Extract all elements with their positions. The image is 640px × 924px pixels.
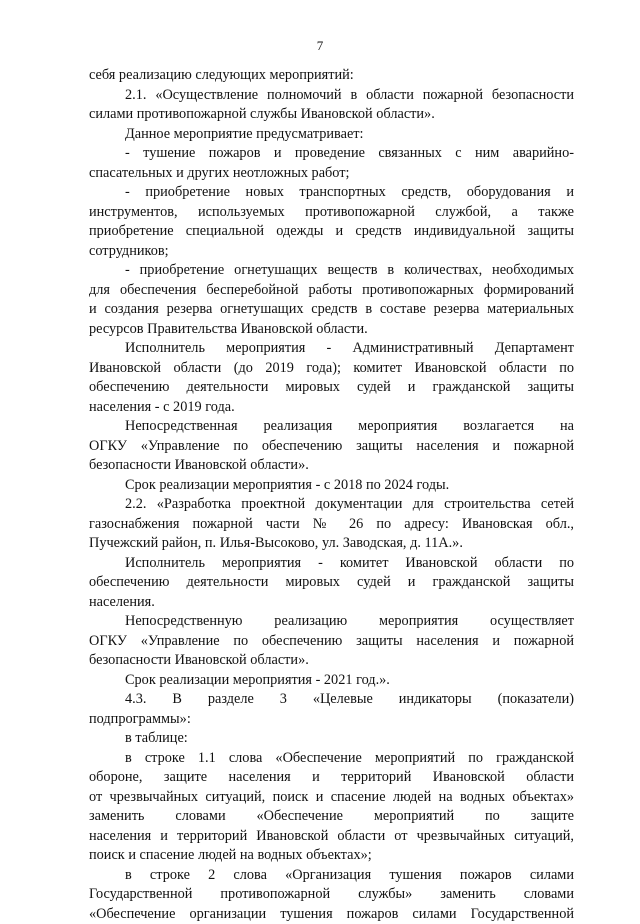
text-line: Данное мероприятие предусматривает: [89,125,574,145]
text-line: в строке 2 слова «Организация тушения пожаров силами [89,866,574,886]
text-line: Пучежский район, п. Илья-Высоково, ул. Заводская, д. 11А.». [89,534,574,554]
text-line: газоснабжения пожарной части № 26 по адресу: Ивановская обл., [89,515,574,535]
text-line: заменить словами «Обеспечение мероприятий по защите [89,807,574,827]
text-line: - приобретение новых транспортных средств, оборудования и [89,183,574,203]
text-line: населения и территорий Ивановской области от чрезвычайных ситуаций, [89,827,574,847]
text-line: Непосредственную реализацию мероприятия осуществляет [89,612,574,632]
text-line: безопасности Ивановской области». [89,456,574,476]
text-line: 2.2. «Разработка проектной документации для строительства сетей [89,495,574,515]
text-line: населения - с 2019 года. [89,398,574,418]
text-line: ресурсов Правительства Ивановской области. [89,320,574,340]
text-line: сотрудников; [89,242,574,262]
text-line: в таблице: [89,729,574,749]
text-line: населения. [89,593,574,613]
text-line: в строке 1.1 слова «Обеспечение мероприятий по гражданской [89,749,574,769]
page-number: 7 [0,38,640,54]
text-line: Государственной противопожарной службы» заменить словами [89,885,574,905]
text-line: «Обеспечение организации тушения пожаров силами Государственной [89,905,574,924]
text-line: обеспечению деятельности мировых судей и гражданской защиты [89,573,574,593]
text-line: Срок реализации мероприятия - 2021 год.». [89,671,574,691]
text-line: подпрограммы»: [89,710,574,730]
text-line: силами противопожарной службы Ивановской области». [89,105,574,125]
text-line: - приобретение огнетушащих веществ в количествах, необходимых [89,261,574,281]
text-line: Исполнитель мероприятия - комитет Ивановской области по [89,554,574,574]
text-line: для обеспечения бесперебойной работы противопожарных формирований [89,281,574,301]
text-line: обеспечению деятельности мировых судей и гражданской защиты [89,378,574,398]
text-line: Непосредственная реализация мероприятия возлагается на [89,417,574,437]
text-line: инструментов, используемых противопожарной службой, а также [89,203,574,223]
text-line: себя реализацию следующих мероприятий: [89,66,574,86]
text-line: обороне, защите населения и территорий Ивановской области [89,768,574,788]
text-line: Исполнитель мероприятия - Административный Департамент [89,339,574,359]
text-line: Ивановской области (до 2019 года); комитет Ивановской области по [89,359,574,379]
text-line: безопасности Ивановской области». [89,651,574,671]
text-line: 4.3. В разделе 3 «Целевые индикаторы (показатели) [89,690,574,710]
text-line: Срок реализации мероприятия - с 2018 по 2024 годы. [89,476,574,496]
text-line: ОГКУ «Управление по обеспечению защиты населения и пожарной [89,632,574,652]
text-line: ОГКУ «Управление по обеспечению защиты населения и пожарной [89,437,574,457]
text-line: - тушение пожаров и проведение связанных с ним аварийно- [89,144,574,164]
text-line: приобретение специальной одежды и средств индивидуальной защиты [89,222,574,242]
text-line: 2.1. «Осуществление полномочий в области пожарной безопасности [89,86,574,106]
text-line: поиск и спасение людей на водных объектах»; [89,846,574,866]
text-line: от чрезвычайных ситуаций, поиск и спасение людей на водных объектах» [89,788,574,808]
text-line: и создания резерва огнетушащих средств в составе резерва материальных [89,300,574,320]
document-text-body [89,66,574,924]
text-line: спасательных и других неотложных работ; [89,164,574,184]
